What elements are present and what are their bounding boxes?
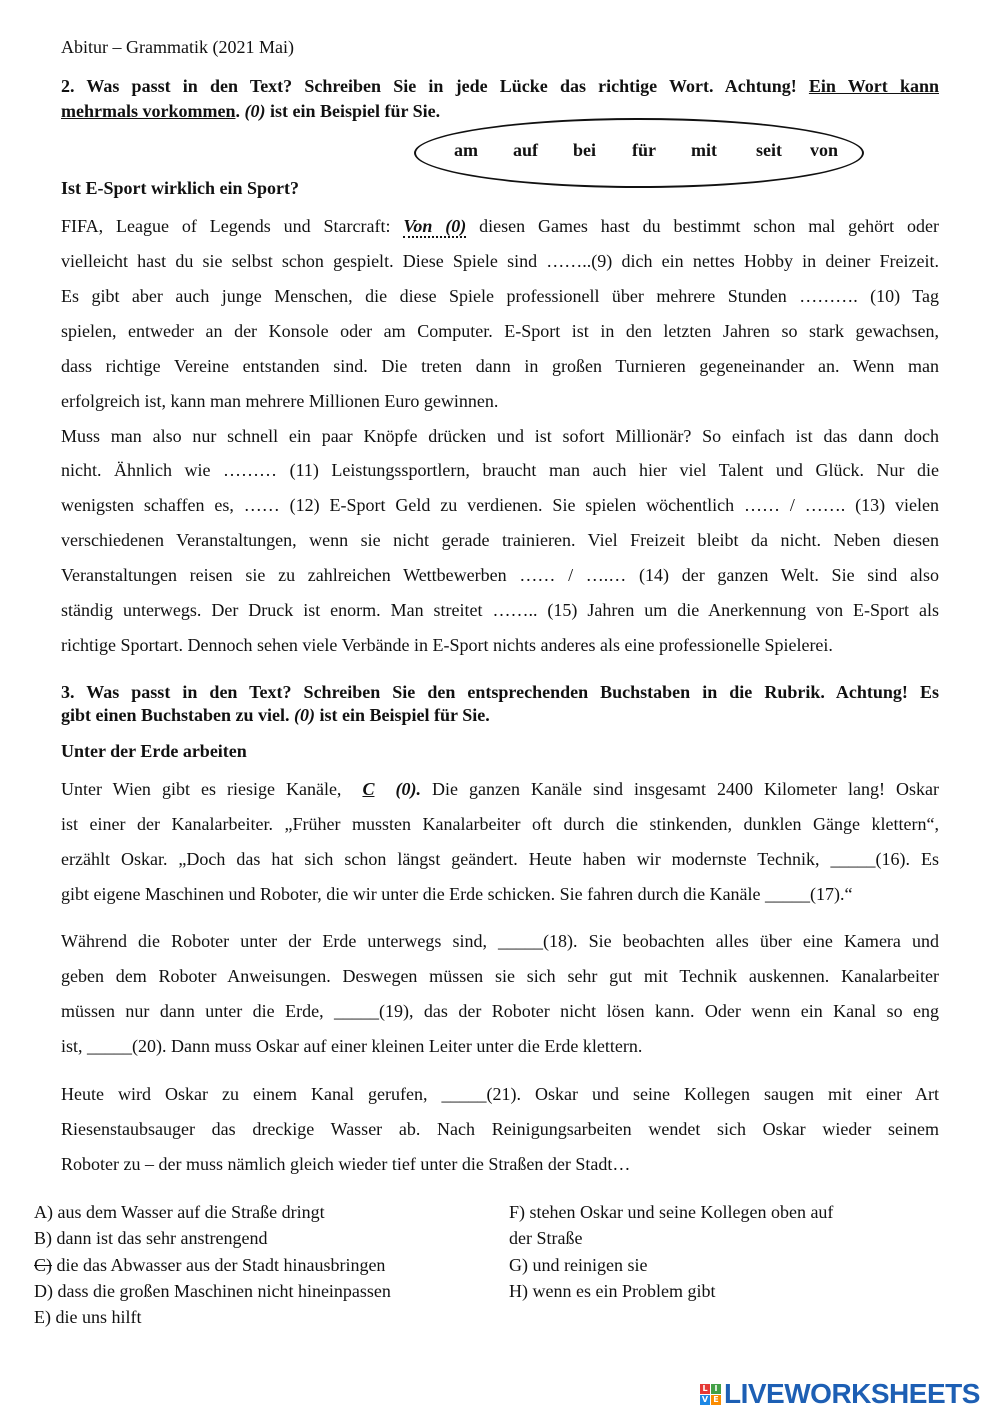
option-text: die das Abwasser aus der Stadt hinausbringen	[52, 1254, 386, 1275]
example-marker: (0).	[384, 779, 421, 799]
task3-instruction-line1: 3. Was passt in den Text? Schreiben Sie den entsprechenden Buchstaben in die Rubrik. Achtung! Es	[61, 682, 939, 702]
text-segment: FIFA, League of Legends und Starcraft:	[61, 216, 404, 236]
text-line: wenigsten schaffen es, …… (12) E-Sport Geld zu verdienen. Sie spielen wöchentlich …… / ……. (13) vielen	[61, 495, 939, 516]
logo-badge-letter: V	[701, 1394, 709, 1404]
option-letter: B)	[34, 1228, 52, 1249]
text-line: dass richtige Vereine entstanden sind. Die treten dann in großen Turnieren gegeneinander an. Wenn man	[61, 355, 939, 376]
word-bank-item: mit	[691, 140, 717, 160]
text-line: Heute wird Oskar zu einem Kanal gerufen, _____(21). Oskar und seine Kollegen saugen mit einer Art	[61, 1084, 939, 1104]
word-bank-item: für	[632, 140, 656, 160]
logo-badge-letter: I	[711, 1384, 721, 1394]
word-bank-item: auf	[513, 140, 539, 160]
text-line: Riesenstaubsauger das dreckige Wasser ab. Nach Reinigungsarbeiten wendet sich Oskar wieder seinem	[61, 1119, 939, 1139]
instruction-text: ist ein Beispiel für Sie.	[315, 705, 490, 725]
text-line: nicht. Ähnlich wie ……… (11) Leistungssportlern, braucht man auch hier viel Talent und Glück. Nur die	[61, 460, 939, 481]
text-line: Roboter zu – der muss nämlich gleich wieder tief unter die Straßen der Stadt…	[61, 1154, 631, 1174]
option-letter: C)	[34, 1254, 52, 1275]
answer-option	[509, 1201, 833, 1223]
word-bank-item: von	[810, 140, 839, 160]
option-text: aus dem Wasser auf die Straße dringt	[53, 1202, 325, 1222]
answer-option	[34, 1254, 385, 1276]
option-text: dass die großen Maschinen nicht hineinpassen	[53, 1280, 391, 1301]
text-segment: diesen Games hast du bestimmt schon mal gehört oder	[466, 216, 939, 236]
text-line: gibt eigene Maschinen und Roboter, die wir unter die Erde schicken. Sie fahren durch die Kanäle _____(17).“	[61, 884, 853, 904]
text-line: geben dem Roboter Anweisungen. Deswegen müssen sie sich sehr gut mit Technik auskennen. Kanalarbeiter	[61, 966, 939, 986]
word-bank-item: am	[454, 140, 478, 160]
text-line: ist einer der Kanalarbeiter. „Früher mussten Kanalarbeiter oft durch die stinkenden, dunklen Gänge klettern“,	[61, 814, 939, 834]
text-line: Veranstaltungen reisen sie zu zahlreichen Wettbewerben …… / ….… (14) der ganzen Welt. Sie sind also	[61, 565, 939, 586]
text-line: vielleicht hast du sie selbst schon gespielt. Diese Spiele sind ……..(9) dich ein nettes Hobby in deiner Freizeit.	[61, 251, 939, 271]
logo-badge-icon	[700, 1384, 721, 1405]
answer-option	[34, 1280, 391, 1302]
option-letter: A)	[34, 1202, 53, 1222]
answer-option	[509, 1227, 582, 1249]
logo-text: LIVEWORKSHEETS	[724, 1378, 980, 1409]
text-line: richtige Sportart. Dennoch sehen viele Verbände in E-Sport nichts anderes als eine professionelle Spielerei.	[61, 634, 833, 655]
example-marker: (0)	[244, 101, 266, 121]
task2-instruction-line1	[61, 74, 939, 98]
word-bank-item: bei	[573, 140, 597, 160]
text-segment: Die ganzen Kanäle sind insgesamt 2400 Kilometer lang! Oskar	[420, 779, 939, 799]
answer-option	[34, 1227, 267, 1249]
option-letter: E)	[34, 1307, 51, 1328]
option-text: wenn es ein Problem gibt	[528, 1280, 716, 1301]
liveworksheets-logo	[700, 1378, 980, 1410]
text-line: ist, _____(20). Dann muss Oskar auf einer kleinen Leiter unter die Erde klettern.	[61, 1036, 643, 1056]
option-letter: H)	[509, 1280, 528, 1301]
option-letter: D)	[34, 1280, 53, 1301]
text-line: spielen, entweder an der Konsole oder am Computer. E-Sport ist in den letzten Jahren so stark gewachsen,	[61, 320, 939, 341]
instruction-emphasis: Ein Wort kann	[808, 76, 939, 96]
option-text: und reinigen sie	[528, 1254, 648, 1275]
answer-option	[509, 1254, 647, 1276]
example-answer: Von (0)	[403, 216, 467, 236]
text-line	[61, 215, 939, 237]
option-text: die uns hilft	[51, 1307, 142, 1328]
option-text: dann ist das sehr anstrengend	[52, 1228, 268, 1249]
instruction-text: .	[235, 101, 245, 121]
text-line	[61, 778, 939, 800]
worksheet-header: Abitur – Grammatik (2021 Mai)	[61, 37, 294, 57]
text-line: müssen nur dann unter die Erde, _____(19), das der Roboter nicht lösen kann. Oder wenn ein Kanal so eng	[61, 1001, 939, 1021]
text-line: verschiedenen Veranstaltungen, wenn sie nicht gerade trainieren. Viel Freizeit bleibt da nicht. Neben diesen	[61, 530, 939, 551]
text-line: erzählt Oskar. „Doch das hat sich schon längst geändert. Heute haben wir modernste Technik, _____(16). Es	[61, 849, 939, 869]
instruction-text: ist ein Beispiel für Sie.	[265, 101, 441, 121]
logo-badge-letter: E	[711, 1395, 721, 1405]
task2-instruction-line2	[61, 99, 939, 123]
instruction-text: 2. Was passt in den Text? Schreiben Sie in jede Lücke das richtige Wort. Achtung!	[61, 76, 809, 96]
word-bank-item: seit	[756, 140, 782, 160]
answer-option	[509, 1280, 715, 1302]
text-line: Während die Roboter unter der Erde unterwegs sind, _____(18). Sie beobachten alles über eine Kamera und	[61, 931, 939, 951]
text-line: erfolgreich ist, kann man mehrere Millionen Euro gewinnen.	[61, 390, 499, 411]
answer-option	[34, 1306, 142, 1328]
text-title: Ist E-Sport wirklich ein Sport?	[61, 178, 300, 198]
example-answer: C	[362, 779, 375, 799]
option-text: stehen Oskar und seine Kollegen oben auf	[525, 1202, 834, 1222]
option-letter: F)	[509, 1202, 526, 1222]
logo-badge-letter: L	[700, 1384, 710, 1394]
text-line: Muss man also nur schnell ein paar Knöpfe drücken und ist sofort Millionär? So einfach ist das dann doch	[61, 425, 939, 446]
text-segment: Unter Wien gibt es riesige Kanäle,	[61, 779, 353, 799]
instruction-text: gibt einen Buchstaben zu viel.	[61, 705, 295, 725]
text-line: Es gibt aber auch junge Menschen, die diese Spiele professionell über mehrere Stunden ………. (10) Tag	[61, 285, 939, 306]
text-line: ständig unterwegs. Der Druck ist enorm. Man streitet …….. (15) Jahren um die Anerkennung von E-Sport als	[61, 600, 939, 620]
task3-instruction-line2	[61, 703, 939, 727]
option-letter: G)	[509, 1254, 528, 1275]
instruction-emphasis: mehrmals vorkommen	[61, 101, 236, 121]
text-title: Unter der Erde arbeiten	[61, 741, 247, 761]
example-marker: (0)	[294, 705, 316, 725]
answer-option	[34, 1201, 325, 1223]
option-text: der Straße	[509, 1228, 583, 1249]
